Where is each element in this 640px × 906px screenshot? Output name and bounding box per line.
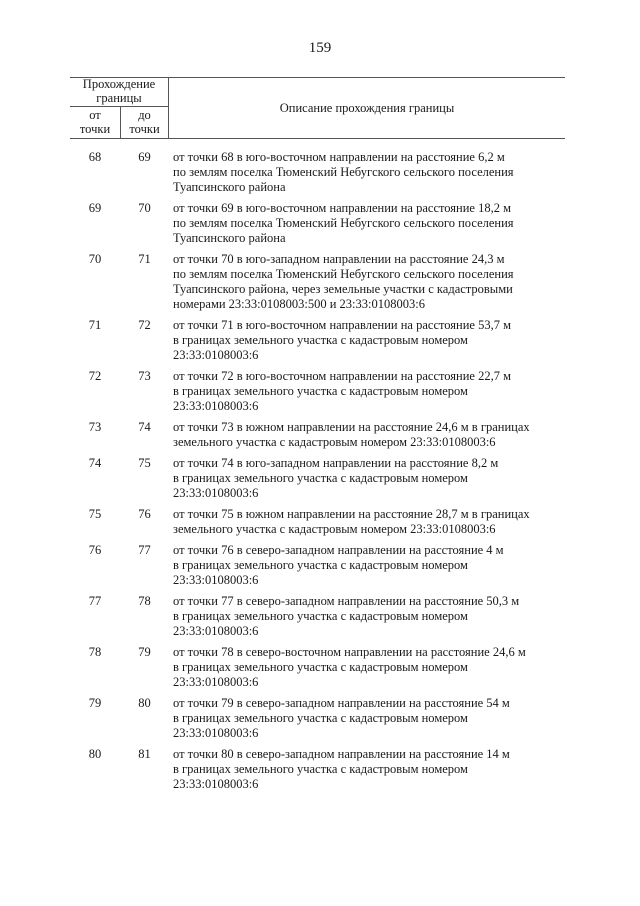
- description-cell: от точки 69 в юго-восточном направлении на расстояние 18,2 м по землям поселка Тюменский Небугского сельского поселения Туапсинского района: [173, 201, 514, 245]
- from-point-cell: 68: [88, 150, 102, 164]
- description-cell: от точки 74 в юго-западном направлении на расстояние 8,2 м в границах земельного участка с кадастровым номером 23:33:0108003:6: [173, 456, 499, 500]
- from-point-cell: 79: [88, 696, 102, 710]
- from-point-header: от точки: [79, 108, 111, 136]
- to-point-cell: 71: [138, 252, 151, 266]
- description-cell: от точки 77 в северо-западном направлении на расстояние 50,3 м в границах земельного участка с кадастровым номером 23:33:0108003:6: [173, 594, 520, 638]
- boundary-passage-label: Прохождение границы: [82, 77, 156, 105]
- description-cell: от точки 70 в юго-западном направлении на расстояние 24,3 м по землям поселка Тюменский Небугского сельского поселения Туапсинского района, через земельные участки с кадастровыми номерами 23:33:0108003:500 и 23:33:0108003:6: [173, 252, 514, 311]
- table-row: [70, 696, 565, 741]
- to-point-cell: 75: [138, 456, 151, 470]
- table-row: [70, 318, 565, 363]
- from-point-cell: 76: [88, 543, 102, 557]
- table-row: [70, 420, 565, 450]
- from-point-cell: 78: [88, 645, 102, 659]
- description-header: Описание прохождения границы: [279, 101, 455, 115]
- to-point-header: до точки: [129, 108, 160, 136]
- table-row: [70, 645, 565, 690]
- from-point-cell: 73: [88, 420, 102, 434]
- from-point-cell: 80: [88, 747, 102, 761]
- to-point-cell: 78: [138, 594, 151, 608]
- description-cell: от точки 68 в юго-восточном направлении на расстояние 6,2 м по землям поселка Тюменский Небугского сельского поселения Туапсинского района: [173, 150, 514, 194]
- table-row: [70, 507, 565, 537]
- to-point-cell: 76: [138, 507, 151, 521]
- table-row: [70, 747, 565, 792]
- description-cell: от точки 76 в северо-западном направлении на расстояние 4 м в границах земельного участка с кадастровым номером 23:33:0108003:6: [173, 543, 504, 587]
- table-row: [70, 252, 565, 312]
- to-point-cell: 69: [138, 150, 151, 164]
- table-row: [70, 456, 565, 501]
- from-point-cell: 72: [88, 369, 102, 383]
- description-cell: от точки 71 в юго-восточном направлении на расстояние 53,7 м в границах земельного участка с кадастровым номером 23:33:0108003:6: [173, 318, 512, 362]
- from-point-cell: 69: [88, 201, 102, 215]
- from-point-cell: 70: [88, 252, 102, 266]
- table-body: [70, 150, 565, 798]
- from-point-cell: 77: [88, 594, 102, 608]
- description-cell: от точки 79 в северо-западном направлении на расстояние 54 м в границах земельного участка с кадастровым номером 23:33:0108003:6: [173, 696, 510, 740]
- description-cell: от точки 72 в юго-восточном направлении на расстояние 22,7 м в границах земельного участка с кадастровым номером 23:33:0108003:6: [173, 369, 512, 413]
- table-header: [70, 77, 565, 139]
- to-point-cell: 81: [138, 747, 151, 761]
- from-point-cell: 71: [88, 318, 102, 332]
- to-point-cell: 70: [138, 201, 151, 215]
- table-row: [70, 201, 565, 246]
- page-number: 159: [308, 40, 332, 56]
- to-point-cell: 79: [138, 645, 151, 659]
- from-point-cell: 75: [88, 507, 102, 521]
- table-row: [70, 543, 565, 588]
- table-row: [70, 594, 565, 639]
- table-row: [70, 150, 565, 195]
- description-cell: от точки 73 в южном направлении на расстояние 24,6 м в границах земельного участка с кадастровым номером 23:33:0108003:6: [173, 420, 530, 449]
- to-point-cell: 77: [138, 543, 151, 557]
- boundary-passage-header: [70, 78, 168, 107]
- to-point-cell: 72: [138, 318, 151, 332]
- to-point-cell: 74: [138, 420, 151, 434]
- to-point-cell: 80: [138, 696, 151, 710]
- description-cell: от точки 78 в северо-восточном направлении на расстояние 24,6 м в границах земельного участка с кадастровым номером 23:33:0108003:6: [173, 645, 526, 689]
- table-row: [70, 369, 565, 414]
- description-cell: от точки 80 в северо-западном направлении на расстояние 14 м в границах земельного участка с кадастровым номером 23:33:0108003:6: [173, 747, 510, 791]
- to-point-cell: 73: [138, 369, 151, 383]
- from-point-cell: 74: [88, 456, 102, 470]
- description-cell: от точки 75 в южном направлении на расстояние 28,7 м в границах земельного участка с кадастровым номером 23:33:0108003:6: [173, 507, 530, 536]
